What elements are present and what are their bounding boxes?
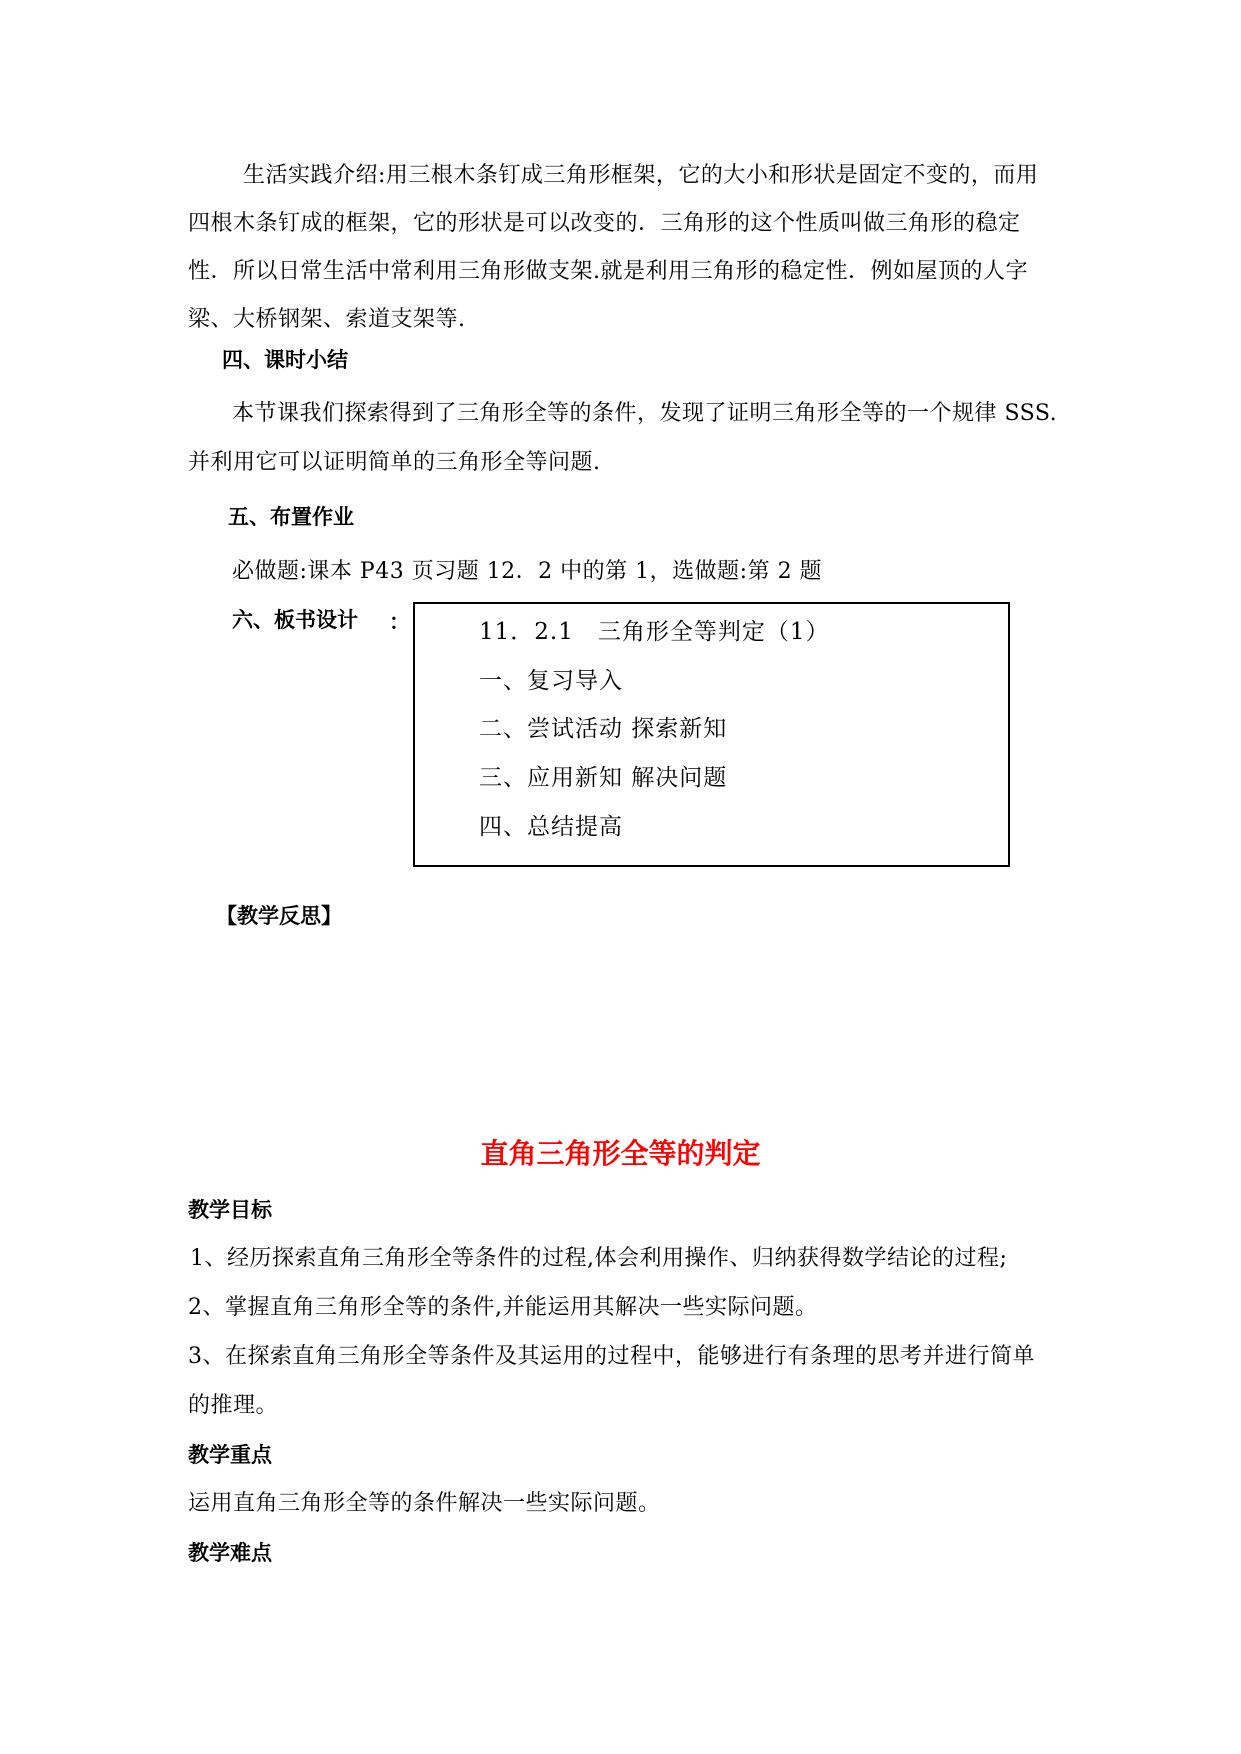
goals-heading: 教学目标 [188,1198,272,1222]
practice-line-2: 四根木条钉成的框架，它的形状是可以改变的．三角形的这个性质叫做三角形的稳定 [188,211,1021,236]
summary-line-1: 本节课我们探索得到了三角形全等的条件，发现了证明三角形全等的一个规律 SSS. [232,401,1058,426]
board-line-2: 二、尝试活动 探索新知 [479,716,728,742]
board-heading: 六、板书设计 [232,608,358,632]
board-line-4: 四、总结提高 [479,814,623,840]
homework-text: 必做题:课本 P43 页习题 12．2 中的第 1，选做题:第 2 题 [232,559,823,584]
goal-3: 3、在探索直角三角形全等条件及其运用的过程中，能够进行有条理的思考并进行简单 [188,1344,1035,1369]
practice-line-3: 性．所以日常生活中常利用三角形做支架.就是利用三角形的稳定性．例如屋顶的人字 [188,259,1028,284]
summary-line-2: 并利用它可以证明简单的三角形全等问题. [188,450,601,475]
key-heading: 教学重点 [188,1443,272,1467]
board-line-title: 11．2.1 三角形全等判定（1） [479,619,830,645]
board-line-1: 一、复习导入 [479,668,623,694]
goal-2: 2、掌握直角三角形全等的条件,并能运用其解决一些实际问题。 [188,1295,818,1320]
summary-heading: 四、课时小结 [222,348,348,372]
goal-1: 1、经历探索直角三角形全等条件的过程,体会利用操作、归纳获得数学结论的过程; [190,1246,1008,1271]
board-colon: ： [389,610,410,634]
key-text: 运用直角三角形全等的条件解决一些实际问题。 [188,1491,661,1516]
lesson-title: 直角三角形全等的判定 [480,1137,761,1170]
board-design-box [413,602,1010,867]
homework-heading: 五、布置作业 [228,505,354,529]
difficulty-heading: 教学难点 [188,1541,272,1565]
practice-line-1: 生活实践介绍:用三根木条钉成三角形框架，它的大小和形状是固定不变的，而用 [243,163,1039,188]
board-line-3: 三、应用新知 解决问题 [479,765,728,791]
reflection-heading: 【教学反思】 [216,904,342,928]
practice-line-4: 梁、大桥钢架、索道支架等. [188,307,466,332]
goal-3-continued: 的推理。 [188,1393,279,1418]
